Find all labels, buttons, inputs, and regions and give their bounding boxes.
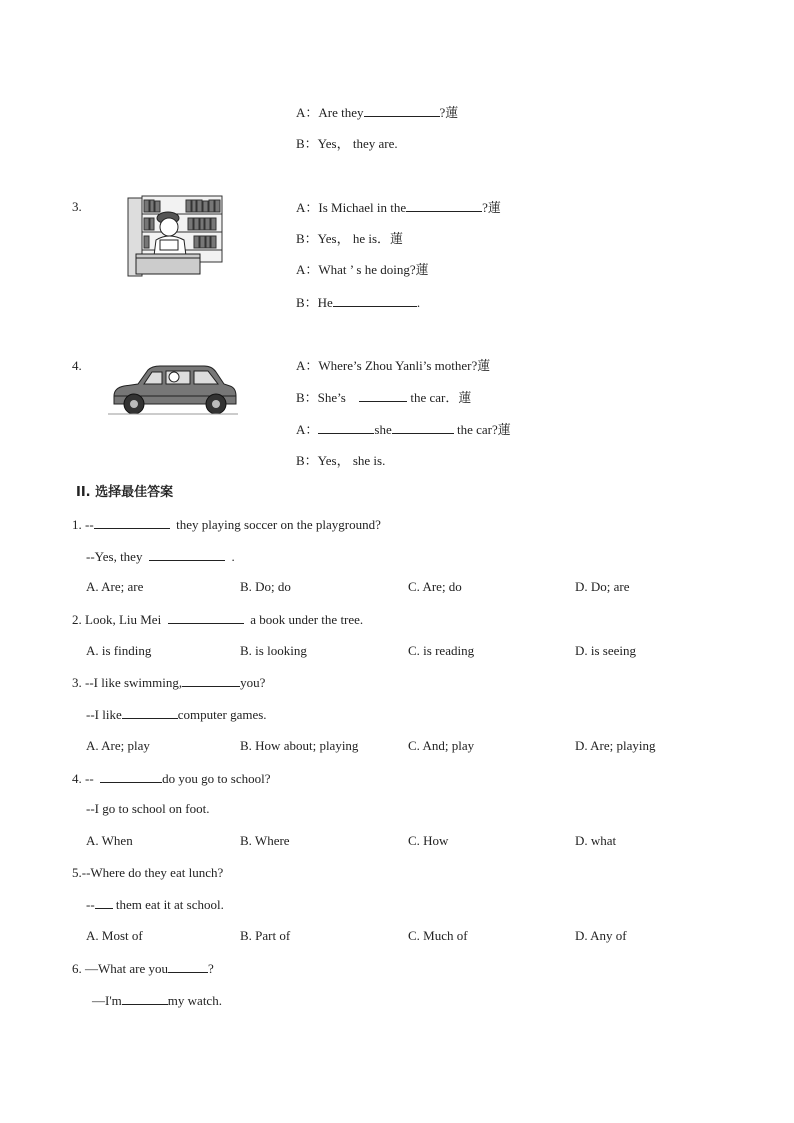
dialogue-line: A：Are they ?蓮 (296, 105, 459, 120)
answer-blank (100, 770, 162, 783)
option-a[interactable]: A. Are; play (86, 738, 150, 753)
answer-blank (95, 896, 113, 909)
question-stem: 6. —What are you ? (72, 961, 214, 976)
answer-blank (392, 421, 454, 434)
dialogue-line: A：Is Michael in the ?蓮 (296, 200, 501, 215)
answer-blank (149, 548, 225, 561)
item-number: 3. (72, 199, 82, 214)
question-reply: --I go to school on foot. (86, 801, 210, 816)
dialogue-line: B：She’s the car．蓮 (296, 390, 472, 405)
option-c[interactable]: C. Are; do (408, 579, 462, 594)
question-reply: -- them eat it at school. (86, 897, 224, 912)
question-stem: 5.--Where do they eat lunch? (72, 865, 224, 880)
section-heading: II. 选择最佳答案 (76, 485, 174, 500)
question-stem: 1. -- they playing soccer on the playground? (72, 517, 381, 532)
option-d[interactable]: D. what (575, 833, 617, 848)
answer-blank (182, 674, 240, 687)
item-number: 4. (72, 358, 82, 373)
option-a[interactable]: A. Are; are (86, 579, 144, 594)
answer-blank (168, 611, 244, 624)
dialogue-line: B：Yes， they are. (296, 136, 398, 151)
option-d[interactable]: D. is seeing (575, 643, 637, 658)
question-stem: 2. Look, Liu Mei a book under the tree. (72, 612, 364, 627)
option-b[interactable]: B. Do; do (240, 579, 291, 594)
option-a[interactable]: A. is finding (86, 643, 152, 658)
dialogue-line: B：Yes， he is．蓮 (296, 231, 404, 246)
question-stem: 3. --I like swimming, you? (72, 675, 266, 690)
answer-blank (364, 104, 440, 117)
option-b[interactable]: B. Part of (240, 928, 291, 943)
option-c[interactable]: C. And; play (408, 738, 475, 753)
option-d[interactable]: D. Do; are (575, 579, 630, 594)
answer-blank (406, 199, 482, 212)
question-stem: 4. -- do you go to school? (72, 771, 271, 786)
option-c[interactable]: C. How (408, 833, 449, 848)
option-a[interactable]: A. Most of (86, 928, 143, 943)
option-b[interactable]: B. Where (240, 833, 290, 848)
option-c[interactable]: C. Much of (408, 928, 468, 943)
question-reply: --I like computer games. (86, 707, 267, 722)
dialogue-line: A：Where’s Zhou Yanli’s mother?蓮 (296, 358, 491, 373)
option-b[interactable]: B. is looking (240, 643, 307, 658)
dialogue-line: A：What ’ s he doing?蓮 (296, 262, 429, 277)
option-c[interactable]: C. is reading (408, 643, 475, 658)
answer-blank (318, 421, 374, 434)
answer-blank (94, 516, 170, 529)
library-boy-reading-picture (126, 194, 224, 280)
dialogue-line: B：He . (296, 295, 421, 310)
question-reply: —I'm my watch. (92, 993, 222, 1008)
answer-blank (359, 389, 407, 402)
option-b[interactable]: B. How about; playing (240, 738, 359, 753)
answer-blank (168, 960, 208, 973)
answer-blank (122, 992, 168, 1005)
option-a[interactable]: A. When (86, 833, 133, 848)
answer-blank (122, 706, 178, 719)
dialogue-line: A： she the car?蓮 (296, 422, 511, 437)
car-picture (108, 364, 238, 418)
option-d[interactable]: D. Are; playing (575, 738, 656, 753)
dialogue-line: B：Yes， she is. (296, 453, 386, 468)
answer-blank (333, 294, 417, 307)
question-reply: --Yes, they . (86, 549, 235, 564)
option-d[interactable]: D. Any of (575, 928, 627, 943)
